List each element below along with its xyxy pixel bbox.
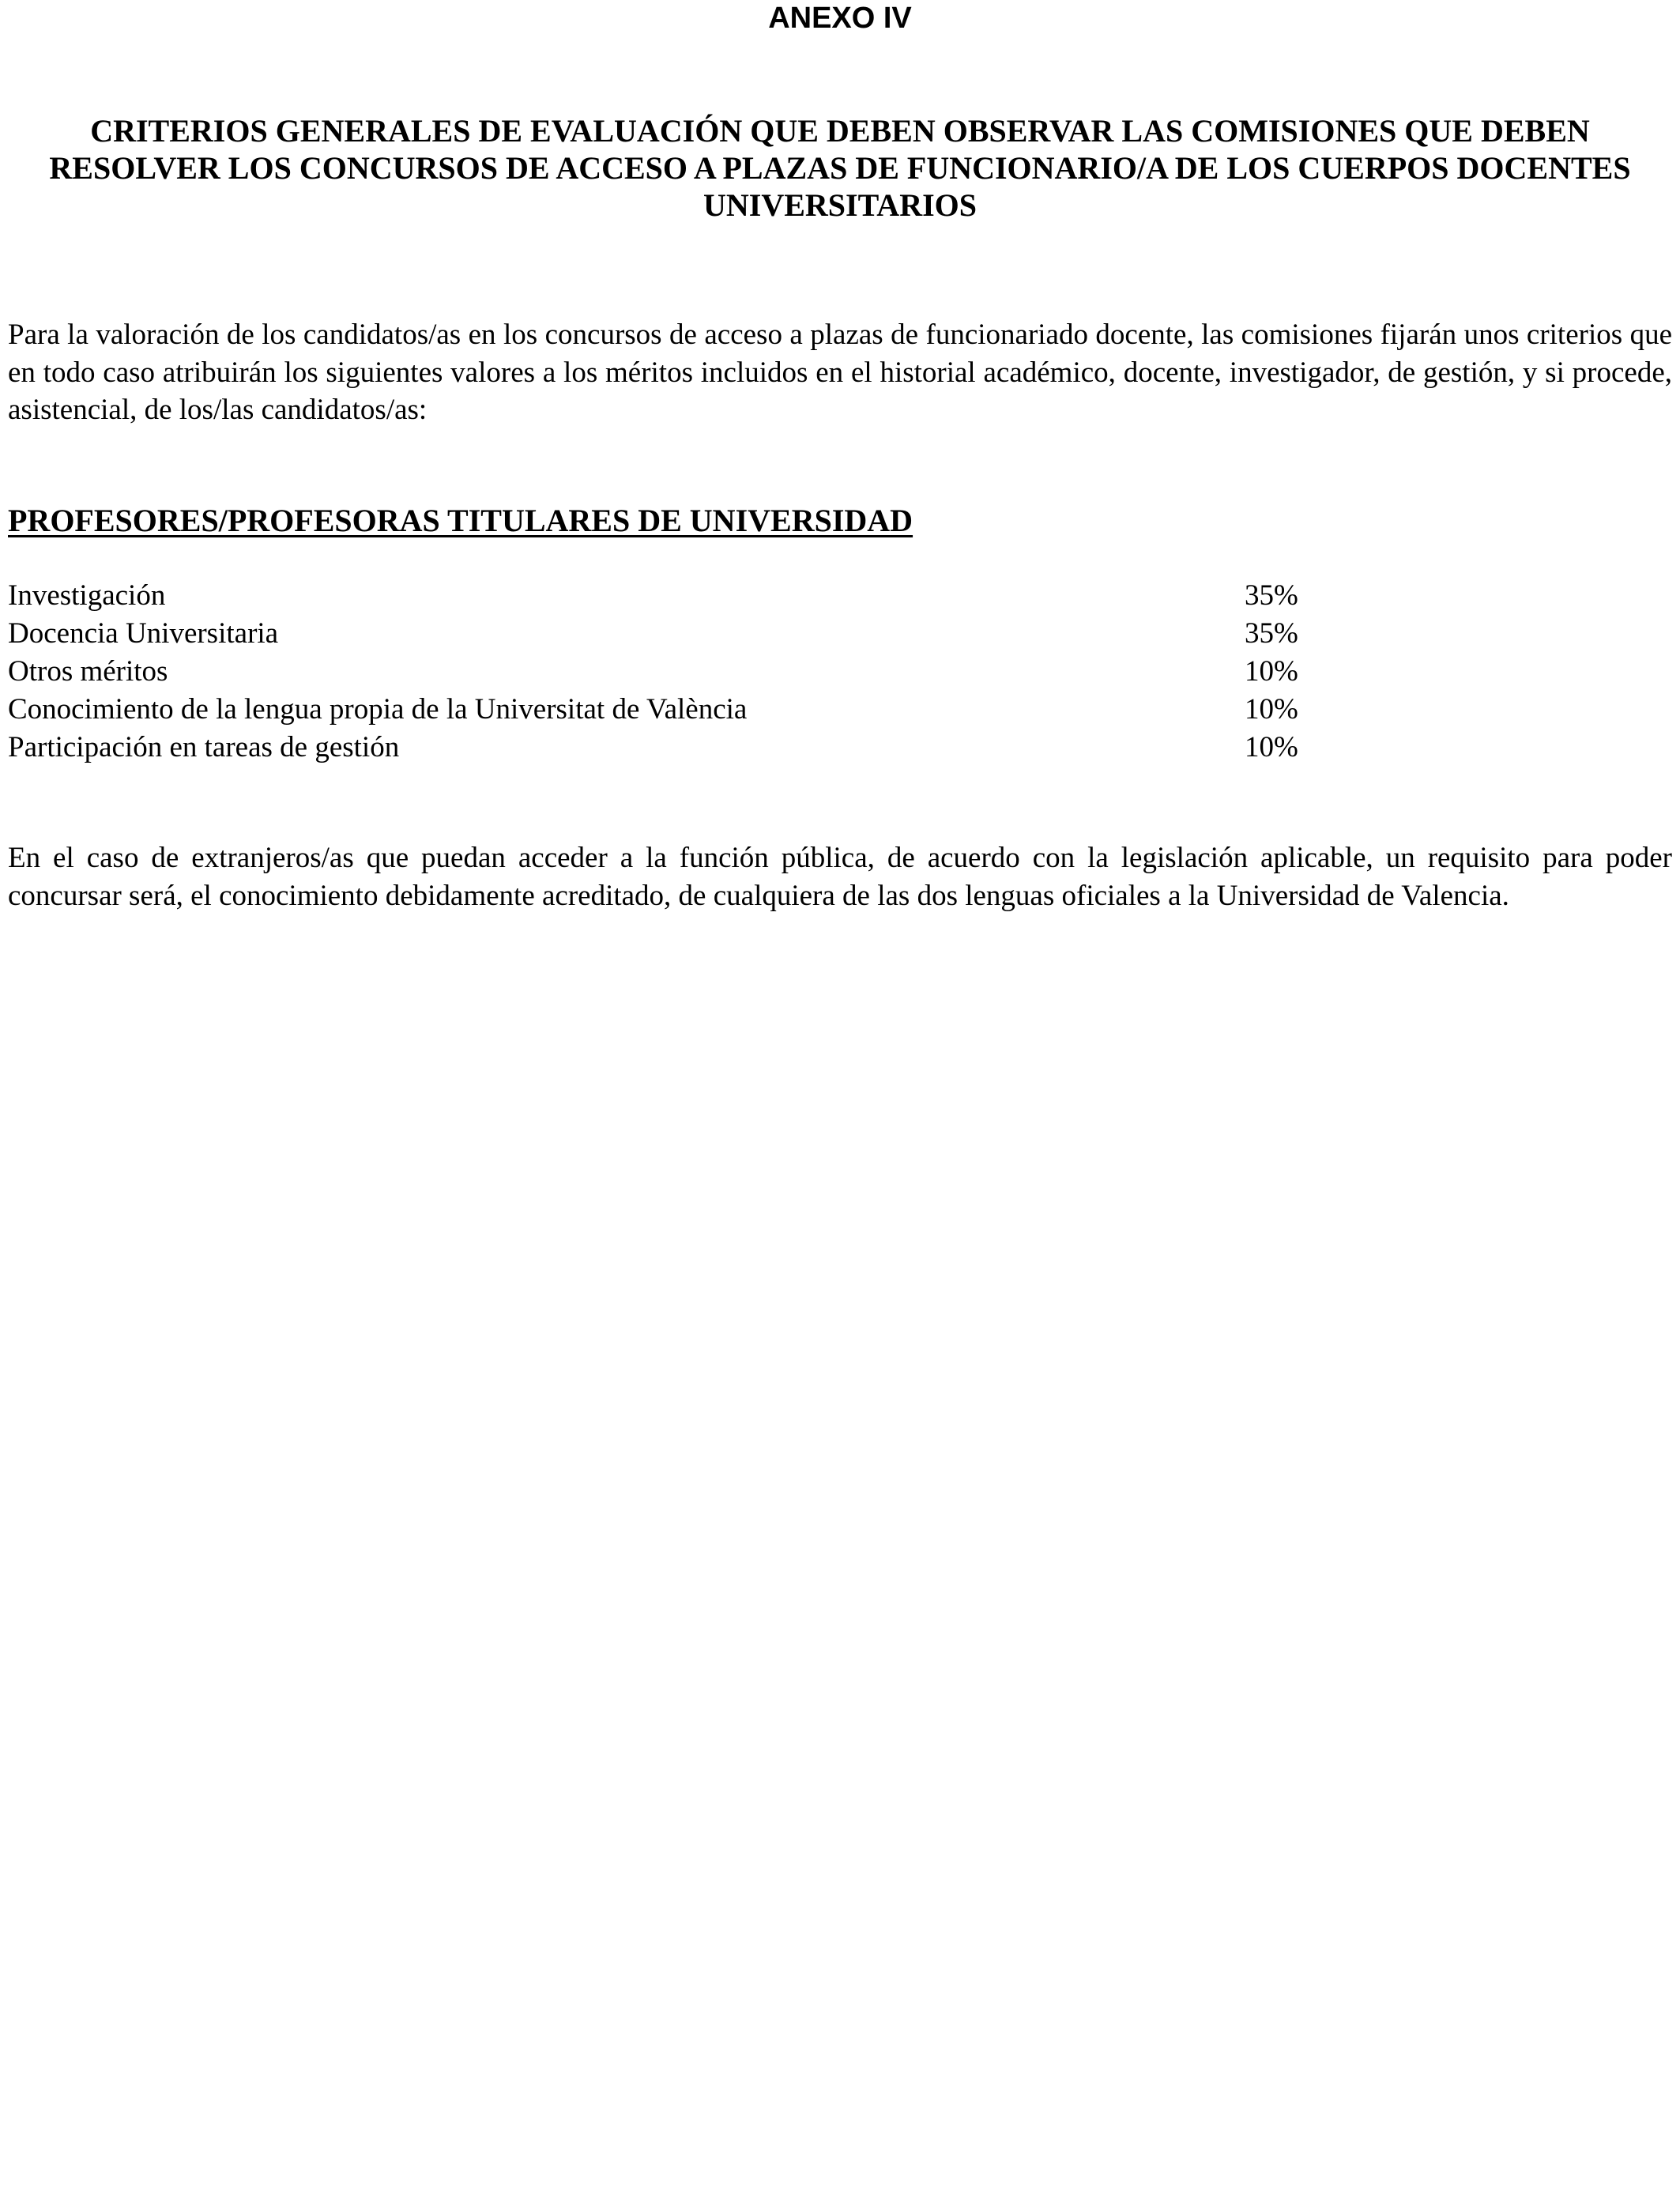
foreigners-requirement-paragraph: En el caso de extranjeros/as que puedan acceder a la función pública, de acuerdo con la legislación aplicable, un requisito para poder concursar será, el conocimiento debidamente acreditado, de cualquiera de las dos lenguas oficiales a la Universidad de Valencia. <box>8 842 1672 912</box>
criteria-value: 10% <box>1245 731 1298 763</box>
criteria-list <box>8 577 1320 767</box>
criteria-row <box>8 615 1320 653</box>
criteria-row <box>8 729 1320 767</box>
criteria-row <box>8 691 1320 729</box>
criteria-value: 35% <box>1245 617 1298 650</box>
criteria-label: Otros méritos <box>8 655 168 688</box>
intro-paragraph: Para la valoración de los candidatos/as en los concursos de acceso a plazas de funcionariado docente, las comisiones fijarán unos criterios que en todo caso atribuirán los siguientes valores a los méritos incluidos en el historial académico, docente, investigador, de gestión, y si procede, asistencial, de los/las candidatos/as: <box>8 319 1672 426</box>
document-main-title: CRITERIOS GENERALES DE EVALUACIÓN QUE DEBEN OBSERVAR LAS COMISIONES QUE DEBEN RESOLVER LOS CONCURSOS DE ACCESO A PLAZAS DE FUNCIONARIO/A DE LOS CUERPOS DOCENTES UNIVERSITARIOS <box>49 113 1631 223</box>
criteria-row <box>8 577 1320 615</box>
section-heading-titulares: PROFESORES/PROFESORAS TITULARES DE UNIVERSIDAD <box>8 503 913 538</box>
criteria-value: 35% <box>1245 579 1298 612</box>
criteria-label: Participación en tareas de gestión <box>8 731 400 763</box>
criteria-value: 10% <box>1245 655 1298 688</box>
criteria-label: Docencia Universitaria <box>8 617 279 650</box>
criteria-label: Investigación <box>8 579 166 612</box>
criteria-value: 10% <box>1245 693 1298 726</box>
criteria-row <box>8 653 1320 691</box>
criteria-label: Conocimiento de la lengua propia de la Universitat de València <box>8 693 748 726</box>
annex-title: ANEXO IV <box>768 2 912 35</box>
